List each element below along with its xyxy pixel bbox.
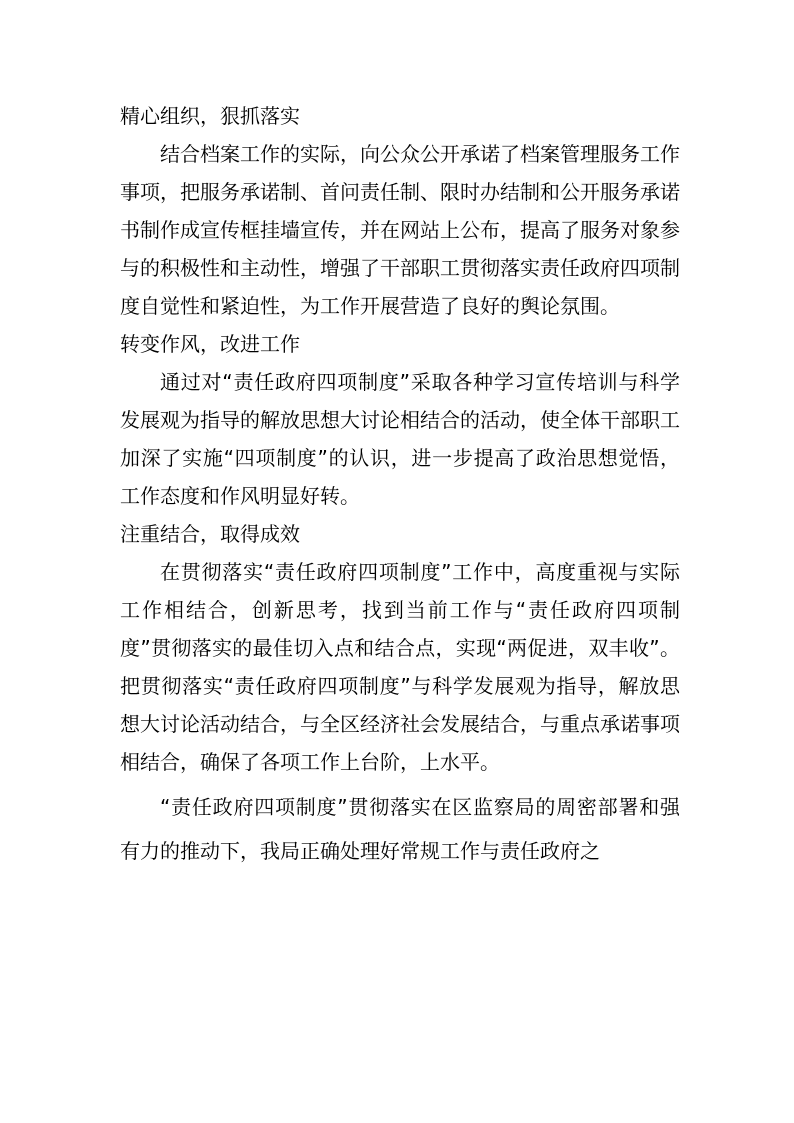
- document-body: [120, 97, 680, 873]
- section-paragraph-work-style: 通过对“责任政府四项制度”采取各种学习宣传培训与科学发展观为指导的解放思想大讨论相结合的活动，使全体干部职工加深了实施“四项制度”的认识，进一步提高了政治思想觉悟，工作态度和作风明显好转。: [120, 370, 680, 508]
- section-paragraph-results: 在贯彻落实“责任政府四项制度”工作中，高度重视与实际工作相结合，创新思考，找到当前工作与“责任政府四项制度”贯彻落实的最佳切入点和结合点，实现“两促进，双丰收”。把贯彻落实“责任政府四项制度”与科学发展观为指导，解放思想大讨论活动结合，与全区经济社会发展结合，与重点承诺事项相结合，确保了各项工作上台阶，上水平。: [120, 560, 680, 774]
- section-paragraph-organize: 结合档案工作的实际，向公众公开承诺了档案管理服务工作事项，把服务承诺制、首问责任制、限时办结制和公开服务承诺书制作成宣传框挂墙宣传，并在网站上公布，提高了服务对象参与的积极性和主动性，增强了干部职工贯彻落实责任政府四项制度自觉性和紧迫性，为工作开展营造了良好的舆论氛围。: [120, 142, 680, 318]
- section-heading-results: 注重结合，取得成效: [120, 522, 300, 546]
- section-heading-work-style: 转变作风，改进工作: [120, 332, 300, 356]
- section-heading-organize: 精心组织，狠抓落实: [120, 104, 300, 128]
- closing-paragraph: “责任政府四项制度”贯彻落实在区监察局的周密部署和强有力的推动下，我局正确处理好常规工作与责任政府之: [120, 795, 680, 863]
